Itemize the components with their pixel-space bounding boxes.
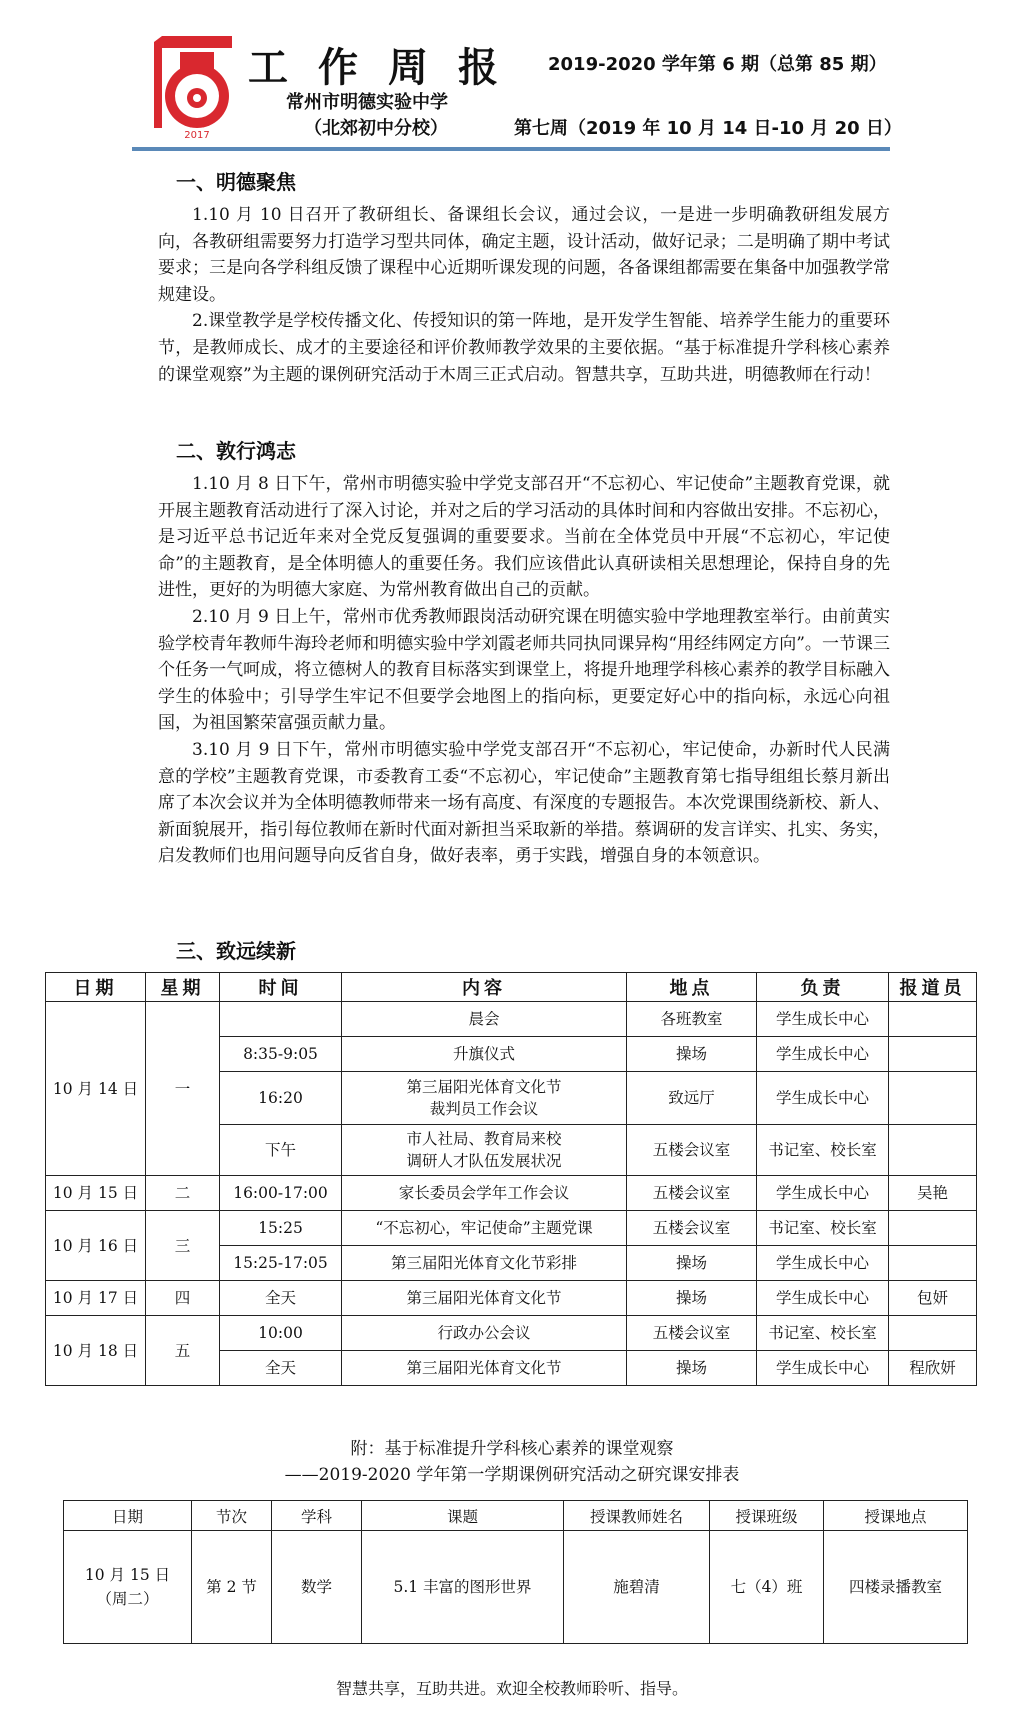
table-header-row xyxy=(64,1501,968,1531)
owner-cell: 学生成长中心 xyxy=(757,1037,889,1072)
table-header-row xyxy=(46,973,977,1002)
header-date: 日期 xyxy=(64,1501,192,1531)
time-cell: 16:00-17:00 xyxy=(220,1176,342,1211)
owner-cell: 学生成长中心 xyxy=(757,1351,889,1386)
appendix-subtitle: ——2019-2020 学年第一学期课例研究活动之研究课安排表 xyxy=(284,1465,740,1485)
reporter-cell xyxy=(889,1125,977,1176)
place-cell: 四楼录播教室 xyxy=(824,1531,968,1644)
reporter-cell xyxy=(889,1316,977,1351)
owner-cell: 学生成长中心 xyxy=(757,1072,889,1125)
paragraph: 3.10 月 9 日下午，常州市明德实验中学党支部召开“不忘初心，牢记使命，办新时代人民满意的学校”主题教育党课，市委教育工委“不忘初心，牢记使命”主题教育第七指导组组长蔡月新出席了本次会议并为全体明德教师带来一场有高度、有深度的专题报告。本次党课围绕新校、新人、新面貌展开，指引每位教师在新时代面对新担当采取新的举措。蔡调研的发言详实、扎实、务实，启发教师们也用问题导向反省自身，做好表率，勇于实践，增强自身的本领意识。 xyxy=(158,739,890,867)
newsletter-title: 工作周报 xyxy=(248,45,528,91)
content-cell: 第三届阳光体育文化节 xyxy=(342,1281,627,1316)
content-line: 调研人才队伍发展状况 xyxy=(406,1152,562,1170)
place-cell: 操场 xyxy=(627,1037,757,1072)
owner-cell: 学生成长中心 xyxy=(757,1281,889,1316)
weekly-schedule-table xyxy=(45,972,977,1386)
paragraph: 1.10 月 10 日召开了教研组长、备课组长会议，通过会议，一是进一步明确教研组发展方向，各教研组需要努力打造学习型共同体，确定主题，设计活动，做好记录；二是明确了期中考试要求；三是向各学科组反馈了课程中心近期听课发现的问题，各备课组都需要在集备中加强教学常规建设。 xyxy=(158,205,890,305)
date-cell: 10 月 15 日 xyxy=(46,1176,146,1211)
table-row xyxy=(46,1316,977,1351)
place-cell: 五楼会议室 xyxy=(627,1125,757,1176)
period-cell: 第 2 节 xyxy=(192,1531,272,1644)
content-cell: 第三届阳光体育文化节彩排 xyxy=(342,1246,627,1281)
header-weekday: 星期 xyxy=(146,973,220,1002)
time-cell xyxy=(220,1002,342,1037)
place-cell: 操场 xyxy=(627,1281,757,1316)
table-row xyxy=(64,1531,968,1644)
paragraph: 1.10 月 8 日下午，常州市明德实验中学党支部召开“不忘初心、牢记使命”主题教育党课，就开展主题教育活动进行了深入讨论，并对之后的学习活动的具体时间和内容做出安排。不忘初心，是习近平总书记近年来对全党反复强调的重要要求。当前在全体党员中开展“不忘初心，牢记使命”的主题教育，是全体明德人的重要任务。我们应该借此认真研读相关思想理论，保持自身的先进性，更好的为明德大家庭、为常州教育做出自己的贡献。 xyxy=(158,474,890,601)
content-line: 市人社局、教育局来校 xyxy=(406,1130,562,1148)
place-cell: 操场 xyxy=(627,1246,757,1281)
place-cell: 五楼会议室 xyxy=(627,1211,757,1246)
date-line: 10 月 15 日 xyxy=(84,1566,171,1584)
section-heading-1: 一、明德聚焦 xyxy=(176,170,296,194)
date-cell: 10 月 16 日 xyxy=(46,1211,146,1281)
header-class: 授课班级 xyxy=(710,1501,824,1531)
content-cell: 升旗仪式 xyxy=(342,1037,627,1072)
time-cell: 下午 xyxy=(220,1125,342,1176)
owner-cell: 学生成长中心 xyxy=(757,1246,889,1281)
teacher-cell: 施碧清 xyxy=(564,1531,710,1644)
place-cell: 各班教室 xyxy=(627,1002,757,1037)
time-cell: 8:35-9:05 xyxy=(220,1037,342,1072)
reporter-cell xyxy=(889,1211,977,1246)
header-reporter: 报道员 xyxy=(889,973,977,1002)
table-row xyxy=(46,1281,977,1316)
content-cell: 行政办公会议 xyxy=(342,1316,627,1351)
place-cell: 五楼会议室 xyxy=(627,1316,757,1351)
appendix-title: 附：基于标准提升学科核心素养的课堂观察 xyxy=(350,1439,674,1459)
header-time: 时间 xyxy=(220,973,342,1002)
header-place: 地点 xyxy=(627,973,757,1002)
school-logo xyxy=(150,32,236,144)
reporter-cell: 包妍 xyxy=(889,1281,977,1316)
footer-note: 智慧共享，互助共进。欢迎全校教师聆听、指导。 xyxy=(335,1679,688,1698)
reporter-cell xyxy=(889,1037,977,1072)
table-row xyxy=(46,1002,977,1037)
paragraph: 2.10 月 9 日上午，常州市优秀教师跟岗活动研究课在明德实验中学地理教室举行。由前黄实验学校青年教师牛海玲老师和明德实验中学刘霞老师共同执同课异构“用经纬网定方向”。一节课三个任务一气呵成，将立德树人的教育目标落实到课堂上，将提升地理学科核心素养的教学目标融入学生的体验中；引导学生牢记不但要学会地图上的指向标，更要定好心中的指向标，永远心向祖国，为祖国繁荣富强贡献力量。 xyxy=(158,606,890,734)
header-subject: 学科 xyxy=(272,1501,362,1531)
table-row xyxy=(46,1176,977,1211)
header-place: 授课地点 xyxy=(824,1501,968,1531)
time-cell: 全天 xyxy=(220,1351,342,1386)
content-cell xyxy=(342,1125,627,1176)
header-owner: 负责 xyxy=(757,973,889,1002)
section-body-1 xyxy=(158,202,890,388)
school-name: 常州市明德实验中学 xyxy=(286,92,448,113)
date-cell: 10 月 14 日 xyxy=(46,1002,146,1176)
owner-cell: 学生成长中心 xyxy=(757,1002,889,1037)
time-cell: 全天 xyxy=(220,1281,342,1316)
date-cell: 10 月 17 日 xyxy=(46,1281,146,1316)
content-cell: “不忘初心，牢记使命”主题党课 xyxy=(342,1211,627,1246)
reporter-cell xyxy=(889,1002,977,1037)
place-cell: 操场 xyxy=(627,1351,757,1386)
header-divider xyxy=(132,147,890,151)
header-teacher: 授课教师姓名 xyxy=(564,1501,710,1531)
owner-cell: 书记室、校长室 xyxy=(757,1316,889,1351)
paragraph: 2.课堂教学是学校传播文化、传授知识的第一阵地，是开发学生智能、培养学生能力的重要环节，是教师成长、成才的主要途径和评价教师教学效果的主要依据。“基于标准提升学科核心素养的课堂观察”为主题的课例研究活动于木周三正式启动。智慧共享，互助共进，明德教师在行动！ xyxy=(158,311,890,385)
branch-name: （北郊初中分校） xyxy=(304,118,448,139)
header-period: 节次 xyxy=(192,1501,272,1531)
content-cell xyxy=(342,1072,627,1125)
content-cell: 晨会 xyxy=(342,1002,627,1037)
research-lesson-table xyxy=(63,1500,968,1644)
date-cell xyxy=(64,1531,192,1644)
time-cell: 15:25-17:05 xyxy=(220,1246,342,1281)
weekday-cell: 四 xyxy=(146,1281,220,1316)
time-cell: 10:00 xyxy=(220,1316,342,1351)
place-cell: 五楼会议室 xyxy=(627,1176,757,1211)
reporter-cell xyxy=(889,1072,977,1125)
reporter-cell: 程欣妍 xyxy=(889,1351,977,1386)
section-heading-2: 二、敦行鸿志 xyxy=(176,439,296,463)
time-cell: 15:25 xyxy=(220,1211,342,1246)
issue-number: 2019-2020 学年第 6 期（总第 85 期） xyxy=(548,54,887,75)
owner-cell: 学生成长中心 xyxy=(757,1176,889,1211)
weekday-cell: 五 xyxy=(146,1316,220,1386)
owner-cell: 书记室、校长室 xyxy=(757,1211,889,1246)
reporter-cell: 吴艳 xyxy=(889,1176,977,1211)
weekday-cell: 三 xyxy=(146,1211,220,1281)
section-body-2 xyxy=(158,471,890,870)
topic-cell: 5.1 丰富的图形世界 xyxy=(362,1531,564,1644)
week-range: 第七周（2019 年 10 月 14 日-10 月 20 日） xyxy=(514,118,902,139)
subject-cell: 数学 xyxy=(272,1531,362,1644)
weekday-cell: 二 xyxy=(146,1176,220,1211)
logo-year: 2017 xyxy=(184,130,210,141)
section-heading-3: 三、致远续新 xyxy=(176,939,296,963)
owner-cell: 书记室、校长室 xyxy=(757,1125,889,1176)
content-line: 第三届阳光体育文化节 xyxy=(406,1078,562,1096)
time-cell: 16:20 xyxy=(220,1072,342,1125)
table-row xyxy=(46,1211,977,1246)
place-cell: 致远厅 xyxy=(627,1072,757,1125)
content-cell: 第三届阳光体育文化节 xyxy=(342,1351,627,1386)
reporter-cell xyxy=(889,1246,977,1281)
weekday-cell: 一 xyxy=(146,1002,220,1176)
header-content: 内容 xyxy=(342,973,627,1002)
header-date: 日期 xyxy=(46,973,146,1002)
content-line: 裁判员工作会议 xyxy=(429,1100,539,1118)
content-cell: 家长委员会学年工作会议 xyxy=(342,1176,627,1211)
weekday-line: （周二） xyxy=(96,1590,159,1608)
date-cell: 10 月 18 日 xyxy=(46,1316,146,1386)
header-topic: 课题 xyxy=(362,1501,564,1531)
class-cell: 七（4）班 xyxy=(710,1531,824,1644)
